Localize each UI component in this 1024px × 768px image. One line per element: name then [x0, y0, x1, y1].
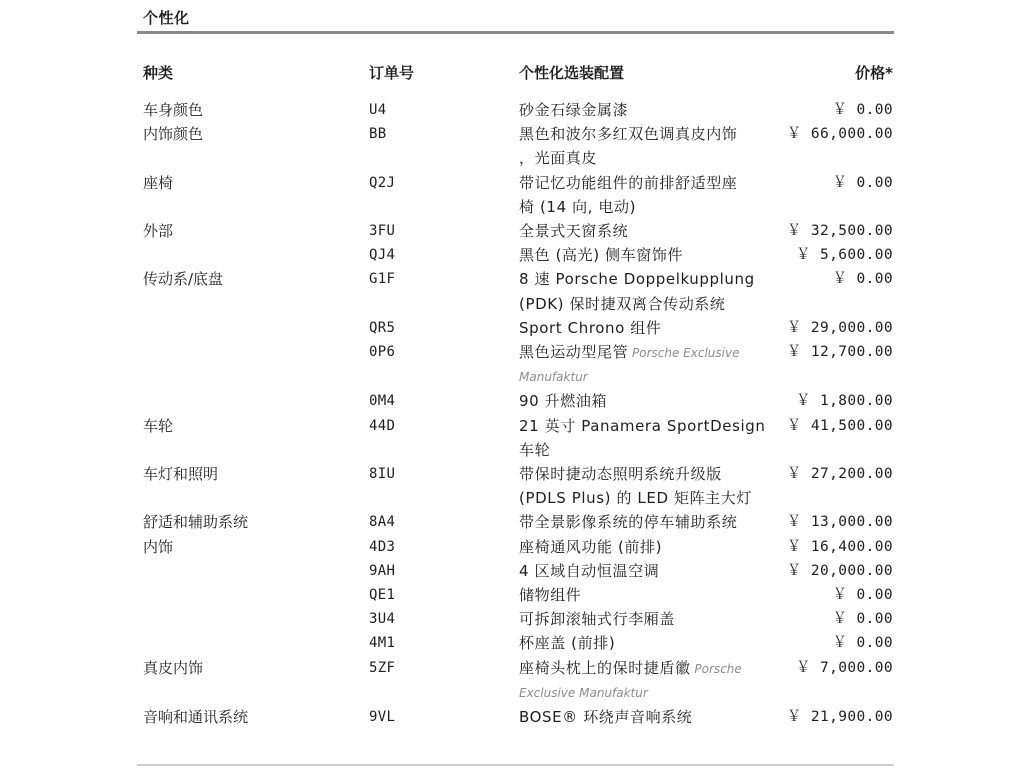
- configuration-text: 车轮: [519, 440, 551, 459]
- order-code-cell: 5ZF: [369, 659, 396, 676]
- exclusive-note: Porsche: [690, 661, 742, 676]
- configuration-cell: [519, 583, 771, 607]
- table-row: [0, 462, 1024, 510]
- configuration-cell: [519, 219, 771, 243]
- configuration-cell: [519, 607, 771, 631]
- price-cell: ￥ 0.00: [832, 635, 893, 652]
- category-cell: 音响和通讯系统: [143, 708, 249, 727]
- table-row: [0, 316, 1024, 340]
- order-code-cell: U4: [369, 102, 387, 118]
- category-cell: 车身颜色: [143, 101, 204, 119]
- configuration-cell: [519, 340, 771, 389]
- price-cell: ￥ 13,000.00: [786, 514, 893, 531]
- order-code-cell: 3FU: [369, 223, 396, 240]
- configuration-cell: [519, 122, 771, 170]
- order-code-cell: QE1: [369, 587, 396, 604]
- category-cell: 车轮: [143, 416, 174, 435]
- configuration-text: 带记忆功能组件的前排舒适型座: [519, 173, 738, 192]
- configuration-text: 座椅头枕上的保时捷盾徽 Porsche: [519, 658, 742, 677]
- table-row: [0, 389, 1024, 413]
- table-row: [0, 656, 1024, 705]
- configuration-cell: [519, 243, 771, 267]
- table-row: [0, 705, 1024, 729]
- configuration-text: 座椅通风功能 (前排): [519, 537, 663, 556]
- configuration-text: 砂金石绿金属漆: [519, 101, 629, 119]
- price-cell: ￥ 20,000.00: [786, 562, 893, 579]
- configuration-text: (PDLS Plus) 的 LED 矩阵主大灯: [519, 489, 752, 508]
- configuration-text: 黑色和波尔多红双色调真皮内饰: [519, 125, 738, 144]
- option-table: [0, 98, 1024, 729]
- order-code-cell: 8IU: [369, 466, 396, 483]
- header-configuration: 个性化选装配置: [519, 64, 625, 82]
- price-cell: ￥ 66,000.00: [786, 126, 893, 143]
- price-cell: ￥ 0.00: [832, 587, 893, 604]
- order-code-cell: 0M4: [369, 393, 396, 410]
- order-code-cell: QJ4: [369, 247, 396, 264]
- order-code-cell: Q2J: [369, 174, 396, 191]
- configuration-cell: [519, 462, 771, 510]
- configuration-text: 椅 (14 向, 电动): [519, 197, 637, 216]
- configuration-cell: [519, 559, 771, 583]
- table-row: [0, 340, 1024, 389]
- order-code-cell: 0P6: [369, 344, 396, 361]
- top-divider: [137, 31, 894, 34]
- bottom-divider: [137, 764, 894, 766]
- configuration-cell: [519, 267, 771, 315]
- exclusive-note: Exclusive Manufaktur: [519, 685, 648, 700]
- price-cell: ￥ 7,000.00: [795, 659, 893, 676]
- price-cell: ￥ 0.00: [832, 174, 893, 191]
- configuration-cell: [519, 705, 771, 729]
- configuration-text: 可拆卸滚轴式行李厢盖: [519, 610, 676, 629]
- table-row: [0, 171, 1024, 219]
- header-category: 种类: [143, 64, 174, 82]
- configuration-text: 储物组件: [519, 586, 582, 605]
- price-cell: ￥ 41,500.00: [786, 417, 893, 434]
- configuration-text: 全景式天窗系统: [519, 222, 629, 241]
- category-cell: 座椅: [143, 173, 174, 192]
- configuration-cell: [519, 98, 771, 122]
- configuration-text: 21 英寸 Panamera SportDesign: [519, 416, 766, 435]
- price-cell: ￥ 0.00: [832, 611, 893, 628]
- order-code-cell: G1F: [369, 271, 396, 288]
- configuration-text: BOSE® 环绕声音响系统: [519, 708, 693, 727]
- table-row: [0, 535, 1024, 559]
- table-row: [0, 607, 1024, 631]
- price-cell: ￥ 12,700.00: [786, 344, 893, 361]
- category-cell: 内饰: [143, 537, 174, 556]
- order-code-cell: 4M1: [369, 635, 396, 652]
- price-cell: ￥ 32,500.00: [786, 223, 893, 240]
- order-code-cell: 9VL: [369, 709, 396, 726]
- table-row: [0, 267, 1024, 315]
- configuration-cell: [519, 510, 771, 534]
- configuration-cell: [519, 631, 771, 655]
- price-cell: ￥ 29,000.00: [786, 319, 893, 336]
- configuration-cell: [519, 389, 771, 413]
- price-cell: ￥ 0.00: [832, 271, 893, 288]
- configuration-text: 8 速 Porsche Doppelkupplung: [519, 270, 755, 289]
- price-cell: ￥ 27,200.00: [786, 466, 893, 483]
- price-cell: ￥ 1,800.00: [795, 393, 893, 410]
- configuration-cell: [519, 171, 771, 219]
- configuration-cell: [519, 316, 771, 340]
- table-row: [0, 559, 1024, 583]
- table-row: [0, 219, 1024, 243]
- configuration-cell: [519, 656, 771, 705]
- table-row: [0, 414, 1024, 462]
- configuration-text: Sport Chrono 组件: [519, 318, 662, 337]
- configuration-text: 90 升燃油箱: [519, 392, 608, 411]
- price-cell: ￥ 21,900.00: [786, 709, 893, 726]
- configuration-text: 带全景影像系统的停车辅助系统: [519, 513, 738, 532]
- order-code-cell: QR5: [369, 319, 396, 336]
- section-title: 个性化: [143, 9, 190, 27]
- exclusive-note: Manufaktur: [519, 370, 588, 385]
- table-row: [0, 122, 1024, 170]
- order-code-cell: 3U4: [369, 611, 396, 628]
- configuration-text: 黑色 (高光) 侧车窗饰件: [519, 246, 684, 265]
- table-row: [0, 243, 1024, 267]
- category-cell: 真皮内饰: [143, 658, 204, 677]
- order-code-cell: 44D: [369, 417, 396, 434]
- category-cell: 舒适和辅助系统: [143, 513, 249, 532]
- configuration-text: 黑色运动型尾管 Porsche Exclusive: [519, 343, 740, 362]
- configuration-text: 4 区域自动恒温空调: [519, 561, 660, 580]
- table-row: [0, 583, 1024, 607]
- price-cell: ￥ 5,600.00: [795, 247, 893, 264]
- order-code-cell: BB: [369, 126, 387, 143]
- table-row: [0, 631, 1024, 655]
- exclusive-note: Porsche Exclusive: [628, 346, 740, 361]
- price-cell: ￥ 0.00: [832, 102, 893, 118]
- category-cell: 传动系/底盘: [143, 270, 224, 289]
- header-price: 价格*: [855, 64, 893, 82]
- header-order-code: 订单号: [369, 64, 415, 82]
- order-code-cell: 8A4: [369, 514, 396, 531]
- configuration-cell: [519, 414, 771, 462]
- price-cell: ￥ 16,400.00: [786, 538, 893, 555]
- category-cell: 外部: [143, 222, 174, 241]
- table-row: [0, 510, 1024, 534]
- configuration-text: ，光面真皮: [519, 149, 598, 168]
- configuration-cell: [519, 535, 771, 559]
- configuration-text: (PDK) 保时捷双离合传动系统: [519, 294, 726, 313]
- configuration-text: 杯座盖 (前排): [519, 634, 616, 653]
- configuration-text: 带保时捷动态照明系统升级版: [519, 465, 722, 484]
- category-cell: 内饰颜色: [143, 125, 204, 144]
- category-cell: 车灯和照明: [143, 465, 219, 484]
- order-code-cell: 9AH: [369, 562, 396, 579]
- table-row: [0, 98, 1024, 122]
- order-code-cell: 4D3: [369, 538, 396, 555]
